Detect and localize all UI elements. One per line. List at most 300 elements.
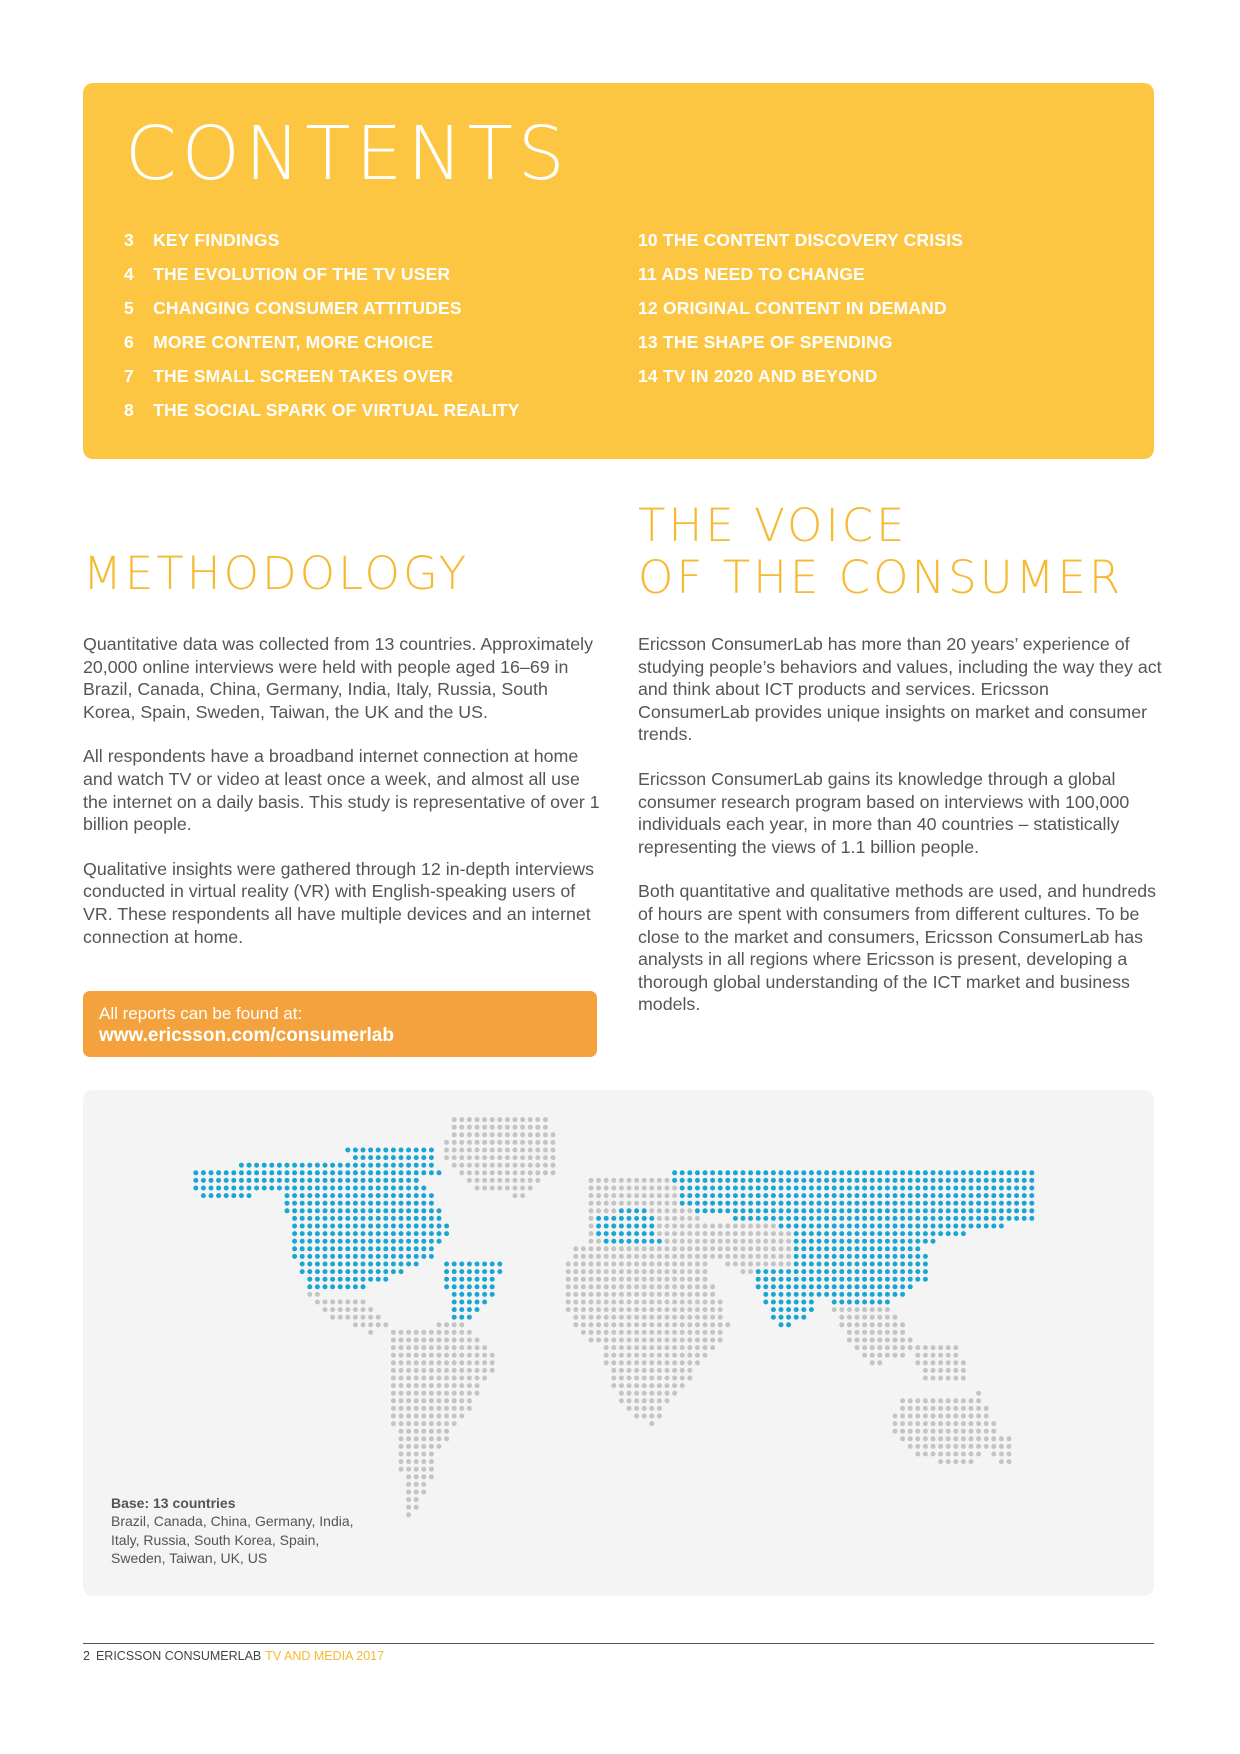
land-dot [885,1338,890,1343]
land-dot [414,1368,419,1373]
highlighted-country-dot [915,1262,920,1267]
highlighted-country-dot [786,1269,791,1274]
land-dot [467,1391,472,1396]
land-dot [505,1132,510,1137]
land-dot [444,1398,449,1403]
highlighted-country-dot [687,1178,692,1183]
highlighted-country-dot [809,1254,814,1259]
highlighted-country-dot [687,1170,692,1175]
land-dot [779,1231,784,1236]
land-dot [414,1383,419,1388]
highlighted-country-dot [391,1155,396,1160]
land-dot [672,1353,677,1358]
highlighted-country-dot [399,1148,404,1153]
highlighted-country-dot [353,1193,358,1198]
highlighted-country-dot [1022,1201,1027,1206]
highlighted-country-dot [307,1216,312,1221]
highlighted-country-dot [885,1269,890,1274]
highlighted-country-dot [862,1269,867,1274]
land-dot [505,1125,510,1130]
toc-item[interactable] [124,359,520,393]
highlighted-country-dot [383,1148,388,1153]
land-dot [931,1368,936,1373]
highlighted-country-dot [976,1216,981,1221]
highlighted-country-dot [300,1262,305,1267]
highlighted-country-dot [900,1284,905,1289]
highlighted-country-dot [847,1208,852,1213]
land-dot [596,1178,601,1183]
highlighted-country-dot [391,1262,396,1267]
highlighted-country-dot [847,1216,852,1221]
highlighted-country-dot [794,1178,799,1183]
toc-item[interactable] [638,359,963,393]
highlighted-country-dot [323,1208,328,1213]
land-dot [391,1330,396,1335]
highlighted-country-dot [277,1178,282,1183]
methodology-paragraph: Quantitative data was collected from 13 countries. Approximately 20,000 online interviews were held with people aged 16–69 in Brazil, Canada, China, Germany, India, Italy, Russia, South Korea, Spain, Sweden, Taiwan, the UK and the US. [83,634,593,722]
land-dot [687,1262,692,1267]
highlighted-country-dot [361,1277,366,1282]
land-dot [961,1444,966,1449]
highlighted-country-dot [915,1178,920,1183]
highlighted-country-dot [680,1201,685,1206]
highlighted-country-dot [307,1262,312,1267]
highlighted-country-dot [231,1178,236,1183]
land-dot [535,1170,540,1175]
land-dot [665,1353,670,1358]
highlighted-country-dot [429,1216,434,1221]
highlighted-country-dot [414,1216,419,1221]
land-dot [535,1155,540,1160]
highlighted-country-dot [680,1178,685,1183]
land-dot [467,1170,472,1175]
highlighted-country-dot [277,1186,282,1191]
land-dot [862,1353,867,1358]
land-dot [710,1315,715,1320]
land-dot [649,1406,654,1411]
land-dot [429,1467,434,1472]
land-dot [573,1277,578,1282]
toc-left-column [124,223,520,427]
highlighted-country-dot [231,1186,236,1191]
highlighted-country-dot [824,1201,829,1206]
land-dot [406,1512,411,1517]
land-dot [657,1345,662,1350]
highlighted-country-dot [801,1269,806,1274]
highlighted-country-dot [376,1148,381,1153]
highlighted-country-dot [300,1170,305,1175]
highlighted-country-dot [824,1277,829,1282]
land-dot [703,1300,708,1305]
highlighted-country-dot [847,1201,852,1206]
highlighted-country-dot [756,1269,761,1274]
land-dot [915,1345,920,1350]
land-dot [619,1292,624,1297]
land-dot [649,1345,654,1350]
highlighted-country-dot [839,1292,844,1297]
land-dot [619,1345,624,1350]
highlighted-country-dot [877,1170,882,1175]
land-dot [953,1368,958,1373]
land-dot [900,1345,905,1350]
land-dot [535,1178,540,1183]
highlighted-country-dot [893,1284,898,1289]
land-dot [657,1224,662,1229]
land-dot [520,1132,525,1137]
highlighted-country-dot [801,1300,806,1305]
highlighted-country-dot [915,1269,920,1274]
land-dot [482,1353,487,1358]
land-dot [482,1368,487,1373]
land-dot [475,1345,480,1350]
highlighted-country-dot [900,1201,905,1206]
land-dot [627,1353,632,1358]
highlighted-country-dot [391,1163,396,1168]
land-dot [665,1269,670,1274]
land-dot [429,1376,434,1381]
highlighted-country-dot [893,1224,898,1229]
highlighted-country-dot [794,1300,799,1305]
land-dot [672,1246,677,1251]
land-dot [596,1239,601,1244]
land-dot [672,1315,677,1320]
land-dot [703,1315,708,1320]
highlighted-country-dot [953,1224,958,1229]
land-dot [725,1231,730,1236]
land-dot [908,1444,913,1449]
highlighted-country-dot [383,1193,388,1198]
land-dot [452,1353,457,1358]
highlighted-country-dot [771,1201,776,1206]
highlighted-country-dot [406,1170,411,1175]
highlighted-country-dot [915,1224,920,1229]
land-dot [627,1246,632,1251]
land-dot [634,1277,639,1282]
toc-item[interactable] [638,257,963,291]
highlighted-country-dot [429,1246,434,1251]
highlighted-country-dot [915,1170,920,1175]
highlighted-country-dot [452,1292,457,1297]
land-dot [467,1117,472,1122]
land-dot [634,1284,639,1289]
land-dot [961,1436,966,1441]
land-dot [741,1262,746,1267]
land-dot [680,1216,685,1221]
highlighted-country-dot [345,1163,350,1168]
land-dot [672,1186,677,1191]
toc-item[interactable] [124,257,520,291]
highlighted-country-dot [733,1201,738,1206]
highlighted-country-dot [368,1231,373,1236]
highlighted-country-dot [300,1231,305,1236]
land-dot [642,1254,647,1259]
highlighted-country-dot [1022,1186,1027,1191]
toc-item[interactable] [638,223,963,257]
land-dot [657,1330,662,1335]
land-dot [672,1292,677,1297]
land-dot [490,1148,495,1153]
highlighted-country-dot [345,1193,350,1198]
highlighted-country-dot [475,1277,480,1282]
highlighted-country-dot [429,1254,434,1259]
land-dot [710,1254,715,1259]
land-dot [877,1330,882,1335]
highlighted-country-dot [353,1246,358,1251]
land-dot [931,1452,936,1457]
highlighted-country-dot [330,1170,335,1175]
highlighted-country-dot [817,1269,822,1274]
land-dot [862,1322,867,1327]
highlighted-country-dot [877,1262,882,1267]
land-dot [938,1421,943,1426]
land-dot [976,1429,981,1434]
highlighted-country-dot [1029,1193,1034,1198]
highlighted-country-dot [475,1300,480,1305]
highlighted-country-dot [961,1170,966,1175]
land-dot [406,1414,411,1419]
land-dot [657,1208,662,1213]
highlighted-country-dot [338,1186,343,1191]
land-dot [589,1246,594,1251]
land-dot [528,1132,533,1137]
highlighted-country-dot [649,1231,654,1236]
highlighted-country-dot [391,1216,396,1221]
highlighted-country-dot [900,1178,905,1183]
land-dot [490,1368,495,1373]
land-dot [649,1391,654,1396]
land-dot [452,1383,457,1388]
land-dot [429,1421,434,1426]
highlighted-country-dot [779,1193,784,1198]
land-dot [687,1208,692,1213]
land-dot [680,1224,685,1229]
land-dot [680,1338,685,1343]
highlighted-country-dot [862,1239,867,1244]
land-dot [657,1383,662,1388]
land-dot [931,1345,936,1350]
land-dot [459,1376,464,1381]
highlighted-country-dot [870,1193,875,1198]
highlighted-country-dot [376,1262,381,1267]
highlighted-country-dot [931,1239,936,1244]
land-dot [513,1125,518,1130]
highlighted-country-dot [741,1208,746,1213]
land-dot [870,1315,875,1320]
highlighted-country-dot [862,1246,867,1251]
land-dot [642,1201,647,1206]
land-dot [421,1345,426,1350]
land-dot [649,1300,654,1305]
highlighted-country-dot [900,1193,905,1198]
land-dot [589,1239,594,1244]
land-dot [581,1292,586,1297]
highlighted-country-dot [376,1216,381,1221]
land-dot [695,1338,700,1343]
highlighted-country-dot [832,1231,837,1236]
land-dot [520,1163,525,1168]
toc-item[interactable] [638,291,963,325]
highlighted-country-dot [323,1170,328,1175]
toc-item[interactable] [124,223,520,257]
highlighted-country-dot [368,1163,373,1168]
highlighted-country-dot [877,1300,882,1305]
highlighted-country-dot [361,1239,366,1244]
highlighted-country-dot [862,1277,867,1282]
highlighted-country-dot [999,1170,1004,1175]
highlighted-country-dot [1022,1193,1027,1198]
highlighted-country-dot [361,1193,366,1198]
land-dot [543,1132,548,1137]
land-dot [611,1284,616,1289]
highlighted-country-dot [710,1201,715,1206]
highlighted-country-dot [391,1186,396,1191]
toc-right-column [638,223,963,393]
highlighted-country-dot [984,1170,989,1175]
land-dot [459,1140,464,1145]
highlighted-country-dot [383,1239,388,1244]
highlighted-country-dot [900,1170,905,1175]
highlighted-country-dot [870,1246,875,1251]
land-dot [642,1383,647,1388]
highlighted-country-dot [877,1208,882,1213]
land-dot [991,1436,996,1441]
highlighted-country-dot [779,1208,784,1213]
land-dot [604,1322,609,1327]
land-dot [695,1353,700,1358]
highlighted-country-dot [961,1208,966,1213]
land-dot [406,1505,411,1510]
land-dot [459,1368,464,1373]
land-dot [649,1186,654,1191]
highlighted-country-dot [406,1239,411,1244]
land-dot [444,1368,449,1373]
highlighted-country-dot [779,1178,784,1183]
land-dot [718,1254,723,1259]
highlighted-country-dot [345,1239,350,1244]
land-dot [953,1345,958,1350]
land-dot [315,1292,320,1297]
highlighted-country-dot [915,1277,920,1282]
land-dot [771,1224,776,1229]
land-dot [596,1277,601,1282]
highlighted-country-dot [870,1269,875,1274]
land-dot [657,1360,662,1365]
highlighted-country-dot [961,1231,966,1236]
land-dot [475,1163,480,1168]
highlighted-country-dot [315,1208,320,1213]
reports-link[interactable]: www.ericsson.com/consumerlab [99,1025,394,1046]
highlighted-country-dot [725,1201,730,1206]
highlighted-country-dot [399,1246,404,1251]
land-dot [672,1277,677,1282]
land-dot [657,1307,662,1312]
highlighted-country-dot [315,1163,320,1168]
highlighted-country-dot [748,1208,753,1213]
highlighted-country-dot [832,1300,837,1305]
land-dot [665,1208,670,1213]
highlighted-country-dot [437,1208,442,1213]
highlighted-country-dot [399,1254,404,1259]
land-dot [338,1315,343,1320]
land-dot [703,1277,708,1282]
highlighted-country-dot [908,1269,913,1274]
land-dot [505,1178,510,1183]
land-dot [649,1269,654,1274]
highlighted-country-dot [710,1186,715,1191]
land-dot [421,1368,426,1373]
land-dot [368,1315,373,1320]
land-dot [733,1224,738,1229]
land-dot [459,1360,464,1365]
highlighted-country-dot [285,1178,290,1183]
highlighted-country-dot [824,1178,829,1183]
land-dot [900,1406,905,1411]
toc-item[interactable] [124,291,520,325]
toc-item[interactable] [124,393,520,427]
highlighted-country-dot [885,1201,890,1206]
highlighted-country-dot [786,1193,791,1198]
highlighted-country-dot [809,1269,814,1274]
highlighted-country-dot [353,1170,358,1175]
highlighted-country-dot [801,1224,806,1229]
highlighted-country-dot [414,1262,419,1267]
highlighted-country-dot [695,1170,700,1175]
highlighted-country-dot [824,1262,829,1267]
highlighted-country-dot [847,1170,852,1175]
land-dot [938,1398,943,1403]
highlighted-country-dot [771,1178,776,1183]
land-dot [953,1459,958,1464]
highlighted-country-dot [345,1262,350,1267]
highlighted-country-dot [254,1163,259,1168]
highlighted-country-dot [786,1201,791,1206]
land-dot [406,1368,411,1373]
land-dot [361,1307,366,1312]
highlighted-country-dot [703,1186,708,1191]
highlighted-country-dot [961,1178,966,1183]
highlighted-country-dot [361,1186,366,1191]
highlighted-country-dot [794,1224,799,1229]
land-dot [414,1490,419,1495]
toc-item[interactable] [124,325,520,359]
highlighted-country-dot [855,1170,860,1175]
highlighted-country-dot [786,1208,791,1213]
land-dot [741,1231,746,1236]
land-dot [665,1315,670,1320]
land-dot [915,1436,920,1441]
highlighted-country-dot [801,1216,806,1221]
highlighted-country-dot [1014,1170,1019,1175]
highlighted-country-dot [718,1178,723,1183]
highlighted-country-dot [345,1254,350,1259]
toc-item[interactable] [638,325,963,359]
land-dot [497,1117,502,1122]
highlighted-country-dot [832,1224,837,1229]
land-dot [680,1269,685,1274]
land-dot [680,1262,685,1267]
highlighted-country-dot [794,1231,799,1236]
land-dot [908,1414,913,1419]
highlighted-country-dot [330,1201,335,1206]
contents-panel [83,83,1154,459]
map-base-countries: Brazil, Canada, China, Germany, India, Italy, Russia, South Korea, Spain, Sweden, Taiwan, UK, US [111,1513,354,1566]
land-dot [444,1376,449,1381]
land-dot [391,1376,396,1381]
highlighted-country-dot [421,1254,426,1259]
highlighted-country-dot [300,1201,305,1206]
highlighted-country-dot [596,1231,601,1236]
land-dot [680,1239,685,1244]
